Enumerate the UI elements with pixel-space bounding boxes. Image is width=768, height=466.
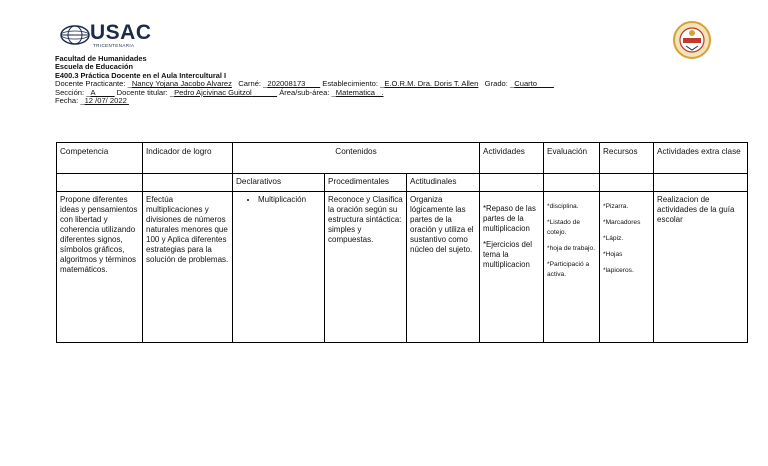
faculty-name: Facultad de Humanidades	[55, 54, 147, 63]
practicante-value: Nancy Yojana Jacobo Alvarez	[131, 79, 232, 89]
list-item: *Ejercicios del tema la multiplicacion	[483, 240, 532, 269]
subheader-procedimentales: Procedimentales	[325, 174, 407, 192]
globe-icon	[60, 24, 90, 46]
list-item: *Repaso de las partes de la multiplicacion	[483, 204, 536, 233]
cell-competencia: Propone diferentes ideas y pensamientos con libertad y coherencia utilizando diferentes signos, símbolos gráficos, algoritmos y términos matemáticos.	[57, 192, 143, 343]
usac-brand: USAC	[90, 21, 152, 44]
seccion-line: Sección: _A Docente titular: _Pedro Ajcivinac Guitzol Área/sub-área: _Matematica .	[55, 87, 384, 97]
cell-actividades	[480, 192, 544, 343]
list-item: *Lápiz.	[603, 235, 624, 242]
titular-label: Docente titular: _	[116, 87, 175, 97]
faculty-seal-icon	[672, 20, 712, 60]
seccion-label: Sección: _	[55, 87, 91, 97]
cell-indicador: Efectúa multiplicaciones y divisiones de números naturales menores que 100 y Aplica diferentes estrategias para la solución de problemas.	[143, 192, 233, 343]
seccion-value: A	[90, 87, 96, 97]
fecha-label: Fecha: _	[55, 96, 85, 106]
list-item: *Pizarra.	[603, 203, 629, 210]
school-name: Escuela de Educación	[55, 62, 134, 72]
header-extra: Actividades extra clase	[654, 143, 748, 174]
header-recursos: Recursos	[600, 143, 654, 174]
header-indicador: Indicador de logro	[143, 143, 233, 174]
estab-value: E.O.R.M. Dra. Doris T. Allen	[384, 79, 479, 89]
fecha-value: 12 /07/ 2022	[84, 96, 127, 106]
area-value: Matematica	[335, 87, 376, 97]
list-item: *Listado de cotejo.	[547, 219, 580, 236]
course-name: E400.3 Práctica Docente en el Aula Intercultural I	[55, 70, 227, 80]
cell-declarativos	[233, 192, 325, 343]
carne-label: Carné: _	[238, 79, 268, 89]
usac-logo	[60, 22, 160, 50]
header-contenidos: Contenidos	[233, 143, 480, 174]
header-evaluacion: Evaluación	[544, 143, 600, 174]
titular-value: Pedro Ajcivinac Guitzol	[174, 87, 252, 97]
list-item: *Hojas	[603, 251, 623, 258]
estab-label: Establecimiento: _	[322, 79, 385, 89]
subheader-actitudinales: Actitudinales	[407, 174, 480, 192]
list-item: *hoja de trabajo.	[547, 245, 596, 252]
list-item: *disciplina.	[547, 203, 579, 210]
practicante-label: Docente Practicante: _	[55, 79, 132, 89]
document-header	[55, 55, 554, 105]
grado-value: Cuarto	[514, 79, 538, 89]
cell-evaluacion	[544, 192, 600, 343]
cell-procedimentales: Reconoce y Clasifica la oración según su estructura sintáctica: simples y compuestas.	[325, 192, 407, 343]
header-actividades: Actividades	[480, 143, 544, 174]
table-row	[57, 192, 748, 343]
list-item: *Participació a activa.	[547, 261, 590, 278]
carne-value: 202008173	[267, 79, 306, 89]
header-competencia: Competencia	[57, 143, 143, 174]
area-label: Área/sub-área: _	[279, 87, 336, 97]
subheader-declarativos: Declarativos	[233, 174, 325, 192]
list-item: *lapiceros.	[603, 267, 634, 274]
fecha-line	[55, 97, 554, 105]
usac-tagline: TRICENTENARIA	[93, 43, 135, 48]
subheader-row	[57, 174, 748, 192]
list-item: *Marcadores	[603, 219, 641, 226]
cell-recursos	[600, 192, 654, 343]
cell-extra: Realizacion de actividades de la guía escolar	[654, 192, 748, 343]
grado-label: Grado: _	[484, 79, 515, 89]
lesson-plan-table	[56, 142, 748, 343]
list-item: • Multiplicación	[258, 195, 321, 205]
cell-actitudinales: Organiza lógicamente las partes de la oración y utiliza el sustantivo como núcleo del sujeto.	[407, 192, 480, 343]
header-row	[57, 143, 748, 174]
